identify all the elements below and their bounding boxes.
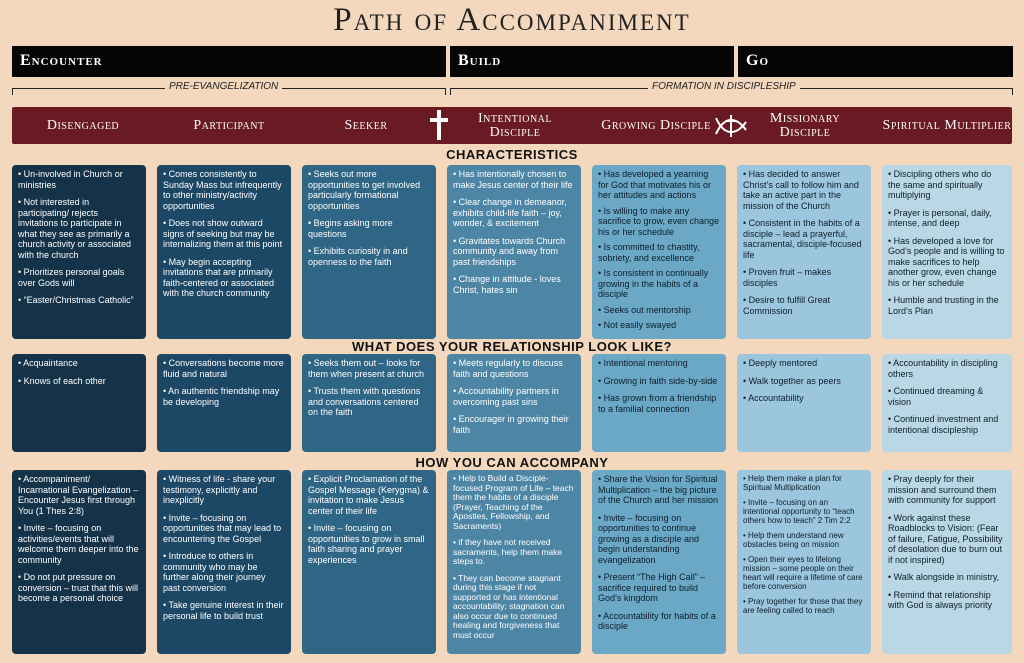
list-item: • Does not show outward signs of seeking but may be internalizing them at this point: [163, 218, 283, 249]
list-item: • Seeks out more opportunities to get involved particularly formational opportunities: [308, 169, 421, 211]
stage-spiritual-multiplier: Spiritual Multiplier: [882, 117, 1012, 133]
list-item: • Intentional mentoring: [598, 358, 688, 368]
phase-encounter: Encounter: [12, 46, 446, 77]
list-item: • “Easter/Christmas Catholic”: [18, 295, 134, 305]
characteristics-cell: [447, 165, 581, 339]
list-item: • Knows of each other: [18, 375, 106, 386]
page-title: Path of Accompaniment: [333, 2, 691, 38]
list-item: • Prioritizes personal goals over Gods will: [18, 267, 125, 288]
list-item: • Desire to fulfill Great Commission: [743, 295, 831, 316]
characteristics-heading: CHARACTERISTICS: [446, 147, 578, 162]
list-item: • Clear change in demeanor, exhibits child-life faith – joy, wonder, & excitement: [453, 197, 567, 228]
relationship-cell: [592, 354, 726, 452]
cross-icon: [430, 110, 448, 140]
list-item: • Help them understand new obstacles being on mission: [743, 531, 844, 549]
phase-build: Build: [450, 46, 734, 77]
list-item: • Has developed a yearning for God that motivates his or her attitudes and actions: [598, 169, 712, 200]
list-item: • Has grown from a friendship to a familial connection: [598, 393, 717, 414]
list-item: • They can become stagnant during this stage if not supported or has intentional accountability; stagnation can also occur due to continued healing and forgiveness that must occur: [453, 572, 565, 640]
list-item: • Is committed to chastity, sobriety, and excellence: [598, 242, 700, 263]
list-item: • Prayer is personal, daily, intense, and deep: [888, 207, 992, 228]
list-item: • Gravitates towards Church community and away from past friendships: [453, 235, 566, 267]
list-item: • Acquaintance: [18, 358, 78, 368]
list-item: • Change in attitude - loves Christ, hates sin: [453, 274, 561, 295]
list-item: • Exhibits curiosity in and openness to the faith: [308, 246, 408, 267]
accompany-cell: [157, 470, 291, 654]
accompany-cell: [12, 470, 146, 654]
accompany-cell: [737, 470, 871, 654]
list-item: • Continued dreaming & vision: [888, 386, 984, 407]
list-item: • Encourager in growing their faith: [453, 414, 569, 435]
stage-intentional-disciple: Intentional Disciple: [477, 110, 553, 140]
list-item: • Accompaniment/ Incarnational Evangelization –Encounter Jesus first through You (1 Thes 2:8): [18, 474, 139, 516]
list-item: • Proven fruit – makes disciples: [743, 267, 832, 288]
pre-evangelization-label: PRE-EVANGELIZATION: [165, 81, 282, 92]
accompany-heading: HOW YOU CAN ACCOMPANY: [415, 455, 609, 470]
characteristics-cell: [12, 165, 146, 339]
relationship-cell: [157, 354, 291, 452]
stage-participant: Participant: [193, 117, 265, 133]
list-item: • if they have not received sacraments, help them make steps to.: [453, 537, 563, 566]
list-item: • Invite – focusing on an intentional opportunity to “teach others how to teach” 2 Tim 2:2: [743, 498, 855, 525]
list-item: • Invite – focusing on opportunities that may lead to encountering the Gospel: [163, 512, 282, 544]
list-item: • May begin accepting invitations that are primarily faith-centered or associated with the church community: [163, 256, 275, 298]
list-item: • Work against these Roadblocks to Vision: (Fear of failure, Fatigue, Possibility of desolation due to burn out if not inspired): [888, 512, 1003, 565]
list-item: • Has intentionally chosen to make Jesus center of their life: [453, 169, 573, 190]
phase-go: Go: [738, 46, 1013, 77]
list-item: • Consistent in the habits of a disciple – lead a prayerful, sacramental, disciple-focused life: [743, 218, 862, 260]
list-item: • Invite – focusing on activities/events that will welcome them deeper into the community: [18, 523, 139, 565]
characteristics-cell: [882, 165, 1012, 339]
list-item: • Has developed a love for God’s people and is willing to make sacrifices to help another grow, even change his or her schedule: [888, 235, 1005, 288]
list-item: • Continued investment and intentional discipleship: [888, 414, 999, 435]
list-item: • Accountability partners in overcoming past sins: [453, 386, 559, 407]
list-item: • Seeks them out – looks for them when present at church: [308, 358, 425, 379]
relationship-cell: [447, 354, 581, 452]
stage-disengaged: Disengaged: [46, 117, 120, 133]
list-item: • Conversations become more fluid and natural: [163, 358, 284, 379]
list-item: • Open their eyes to lifelong mission – some people on their heart will require a lifetime of care before conversion: [743, 555, 863, 591]
relationship-cell: [12, 354, 146, 452]
list-item: • Invite – focusing on opportunities to continue growing as a disciple and begin understanding evangelization: [598, 512, 700, 565]
list-item: • Present “The High Call” – sacrifice required to build God’s kingdom: [598, 572, 706, 603]
list-item: • Not easily swayed: [598, 320, 677, 330]
list-item: • Comes consistently to Sunday Mass but infrequently to other ministry/activity opportunities: [163, 169, 282, 211]
list-item: • Pray together for those that they are feeling called to reach: [743, 597, 863, 615]
accompany-cell: [302, 470, 436, 654]
list-item: • Remind that relationship with God is always priority: [888, 589, 993, 610]
relationship-cell: [302, 354, 436, 452]
list-item: • Accountability: [743, 393, 804, 403]
list-item: • Accountability for habits of a disciple: [598, 610, 716, 631]
list-item: • Accountability in discipling others: [888, 358, 998, 379]
list-item: • Is consistent in continually growing in the habits of a disciple: [598, 268, 709, 299]
list-item: • Pray deeply for their mission and surround them with community for support: [888, 474, 997, 505]
characteristics-cell: [592, 165, 726, 339]
list-item: • Introduce to others in community who may be further along their journey past conversion: [163, 551, 266, 593]
relationship-heading: WHAT DOES YOUR RELATIONSHIP LOOK LIKE?: [352, 339, 672, 354]
list-item: • Has decided to answer Christ’s call to follow him and take an active part in the mission of the Church: [743, 169, 859, 211]
list-item: • Walk together as peers: [743, 375, 841, 386]
list-item: • Invite – focusing on opportunities to grow in small faith sharing and prayer experiences: [308, 523, 425, 565]
formation-label: FORMATION IN DISCIPLESHIP: [648, 81, 800, 92]
list-item: • Un-involved in Church or ministries: [18, 169, 123, 190]
accompany-cell: [592, 470, 726, 654]
list-item: • Witness of life - share your testimony, explicitly and inexplicitly: [163, 474, 276, 505]
ichthys-fish-icon: [714, 113, 748, 139]
relationship-cell: [737, 354, 871, 452]
list-item: • Walk alongside in ministry,: [888, 572, 1000, 582]
relationship-cell: [882, 354, 1012, 452]
characteristics-cell: [302, 165, 436, 339]
list-item: • Discipling others who do the same and spiritually multiplying: [888, 169, 992, 200]
list-item: • Seeks out mentorship: [598, 304, 691, 315]
accompany-cell: [882, 470, 1012, 654]
list-item: • Meets regularly to discuss faith and questions: [453, 358, 563, 379]
stage-seeker: Seeker: [344, 117, 388, 133]
characteristics-cell: [737, 165, 871, 339]
list-item: • Is willing to make any sacrifice to grow, even change his or her schedule: [598, 205, 720, 237]
accompany-cell: [447, 470, 581, 654]
list-item: • Do not put pressure on conversion – trust that this will become a personal choice: [18, 572, 139, 603]
characteristics-cell: [157, 165, 291, 339]
list-item: • Take genuine interest in their personal life to build trust: [163, 600, 284, 621]
stage-bar: [12, 107, 1012, 144]
list-item: • Not interested in participating/ rejects invitations to participate in what they see as primarily a church activity or associated with the church: [18, 197, 132, 260]
list-item: • An authentic friendship may be developing: [163, 386, 280, 407]
list-item: • Help them make a plan for Spiritual Multiplication: [743, 474, 842, 492]
list-item: • Humble and trusting in the Lord’s Plan: [888, 295, 999, 316]
list-item: • Help to Build a Disciple-focused Program of Life – teach them the habits of a disciple (Prayer, Teaching of the Apostles, Fellowship, and Sacraments): [453, 473, 574, 531]
list-item: • Begins asking more questions: [308, 218, 393, 239]
stage-growing-disciple: Growing Disciple: [601, 117, 711, 133]
list-item: • Deeply mentored: [743, 358, 818, 368]
list-item: • Growing in faith side-by-side: [598, 375, 718, 386]
stage-missionary-disciple: Missionary Disciple: [769, 110, 841, 140]
list-item: • Explicit Proclamation of the Gospel Message (Kerygma) & invitation to make Jesus center of their life: [308, 474, 429, 516]
list-item: • Share the Vision for Spiritual Multiplication – the big picture of the Church and her mission: [598, 474, 719, 505]
list-item: • Trusts them with questions and conversations centered on the faith: [308, 386, 421, 417]
